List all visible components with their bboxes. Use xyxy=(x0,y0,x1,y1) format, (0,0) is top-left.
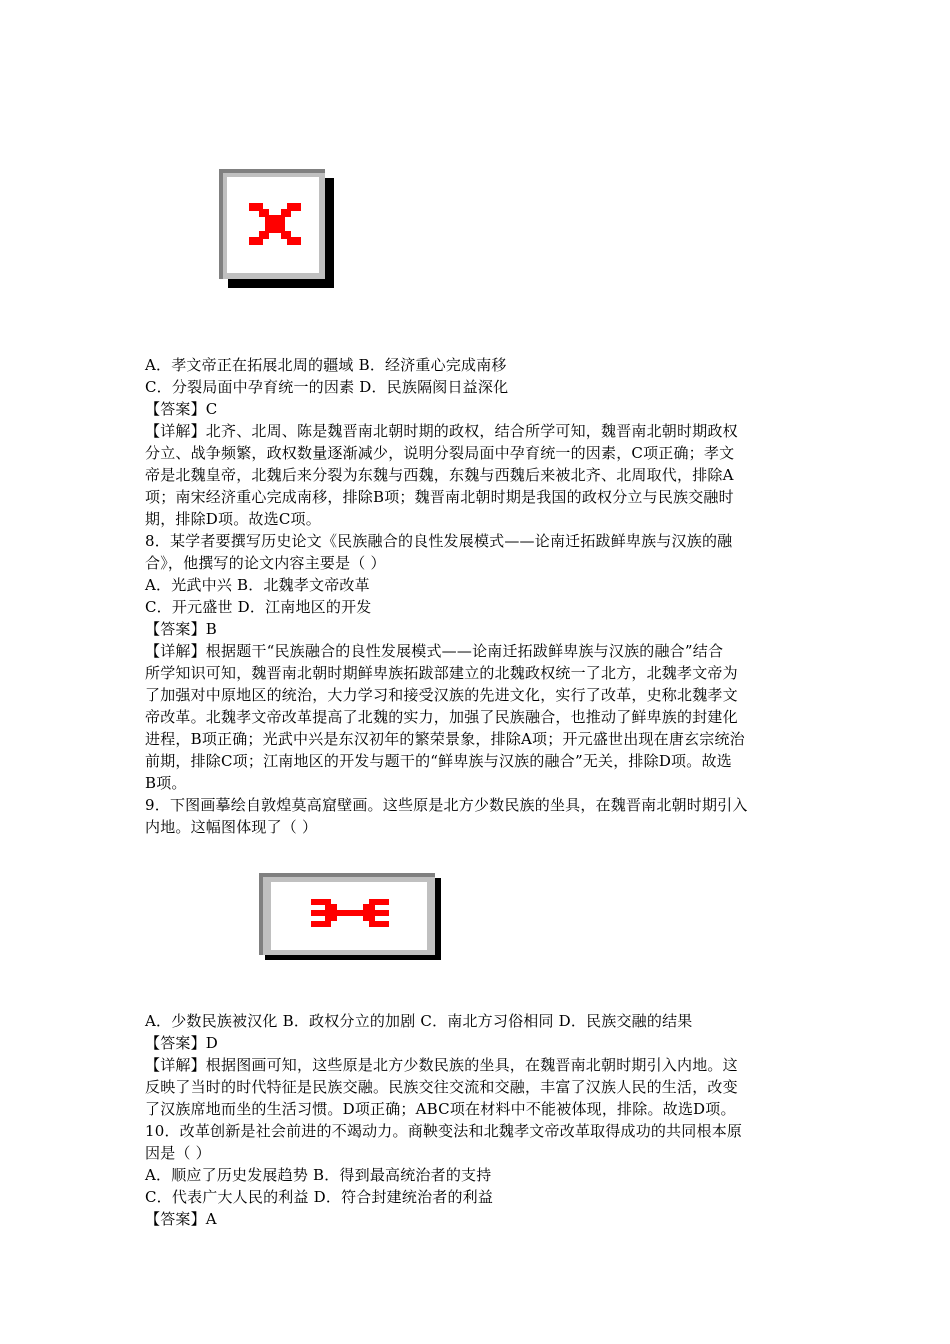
answer-q10: 【答案】A xyxy=(145,1210,217,1228)
explanation-q8-line1: 【详解】根据题干“民族融合的良性发展模式——论南迁拓跋鲜卑族与汉族的融合”结合 xyxy=(145,642,724,660)
broken-image-2 xyxy=(259,873,441,960)
broken-image-icon xyxy=(311,899,389,927)
option-line-q7-ab: A．孝文帝正在拓展北周的疆域 B．经济重心完成南移 xyxy=(145,356,507,374)
explanation-q8-line5: 进程，B项正确；光武中兴是东汉初年的繁荣景象，排除A项；开元盛世出现在唐玄宗统治 xyxy=(145,730,745,748)
explanation-q8-line3: 了加强对中原地区的统治，大力学习和接受汉族的先进文化，实行了改革，史称北魏孝文 xyxy=(145,686,738,704)
question-10-line1: 10．改革创新是社会前进的不竭动力。商鞅变法和北魏孝文帝改革取得成功的共同根本原 xyxy=(145,1122,743,1140)
explanation-q9-line2: 反映了当时的时代特征是民族交融。民族交往交流和交融，丰富了汉族人民的生活，改变 xyxy=(145,1078,738,1096)
explanation-q7-line5: 期，排除D项。故选C项。 xyxy=(145,510,321,528)
option-line-q7-cd: C．分裂局面中孕育统一的因素 D．民族隔阂日益深化 xyxy=(145,378,509,396)
explanation-q8-line2: 所学知识可知，魏晋南北朝时期鲜卑族拓跋部建立的北魏政权统一了北方，北魏孝文帝为 xyxy=(145,664,738,682)
question-9-line2: 内地。这幅图体现了（ ） xyxy=(145,818,318,836)
explanation-q7-line4: 项；南宋经济重心完成南移，排除B项；魏晋南北朝时期是我国的政权分立与民族交融时 xyxy=(145,488,734,506)
explanation-q8-line4: 帝改革。北魏孝文帝改革提高了北魏的实力，加强了民族融合，也推动了鲜卑族的封建化 xyxy=(145,708,738,726)
explanation-q7-line1: 【详解】北齐、北周、陈是魏晋南北朝时期的政权，结合所学可知，魏晋南北朝时期政权 xyxy=(145,422,738,440)
question-9-line1: 9．下图画摹绘自敦煌莫高窟壁画。这些原是北方少数民族的坐具，在魏晋南北朝时期引入 xyxy=(145,796,748,814)
question-8-line1: 8．某学者要撰写历史论文《民族融合的良性发展模式——论南迁拓跋鲜卑族与汉族的融 xyxy=(145,532,733,550)
option-line-q10-ab: A．顺应了历史发展趋势 B．得到最高统治者的支持 xyxy=(145,1166,492,1184)
option-line-q8-cd: C．开元盛世 D．江南地区的开发 xyxy=(145,598,372,616)
explanation-q8-line6: 前期，排除C项；江南地区的开发与题干的“鲜卑族与汉族的融合”无关，排除D项。故选 xyxy=(145,752,732,770)
answer-q9: 【答案】D xyxy=(145,1034,219,1052)
explanation-q7-line3: 帝是北魏皇帝，北魏后来分裂为东魏与西魏，东魏与西魏后来被北齐、北周取代，排除A xyxy=(145,466,734,484)
option-line-q9: A．少数民族被汉化 B．政权分立的加剧 C．南北方习俗相同 D．民族交融的结果 xyxy=(145,1012,693,1030)
explanation-q8-line7: B项。 xyxy=(145,774,187,792)
explanation-q9-line1: 【详解】根据图画可知，这些原是北方少数民族的坐具，在魏晋南北朝时期引入内地。这 xyxy=(145,1056,738,1074)
option-line-q8-ab: A．光武中兴 B．北魏孝文帝改革 xyxy=(145,576,370,594)
option-line-q10-cd: C．代表广大人民的利益 D．符合封建统治者的利益 xyxy=(145,1188,494,1206)
answer-q7: 【答案】C xyxy=(145,400,218,418)
broken-image-icon xyxy=(249,203,301,245)
broken-image-1 xyxy=(219,169,334,288)
explanation-q7-line2: 分立、战争频繁，政权数量逐渐减少，说明分裂局面中孕育统一的因素，C项正确；孝文 xyxy=(145,444,735,462)
question-10-line2: 因是（ ） xyxy=(145,1144,211,1162)
question-8-line2: 合》，他撰写的论文内容主要是（ ） xyxy=(145,554,386,572)
answer-q8: 【答案】B xyxy=(145,620,218,638)
explanation-q9-line3: 了汉族席地而坐的生活习惯。D项正确；ABC项在材料中不能被体现，排除。故选D项。 xyxy=(145,1100,736,1118)
